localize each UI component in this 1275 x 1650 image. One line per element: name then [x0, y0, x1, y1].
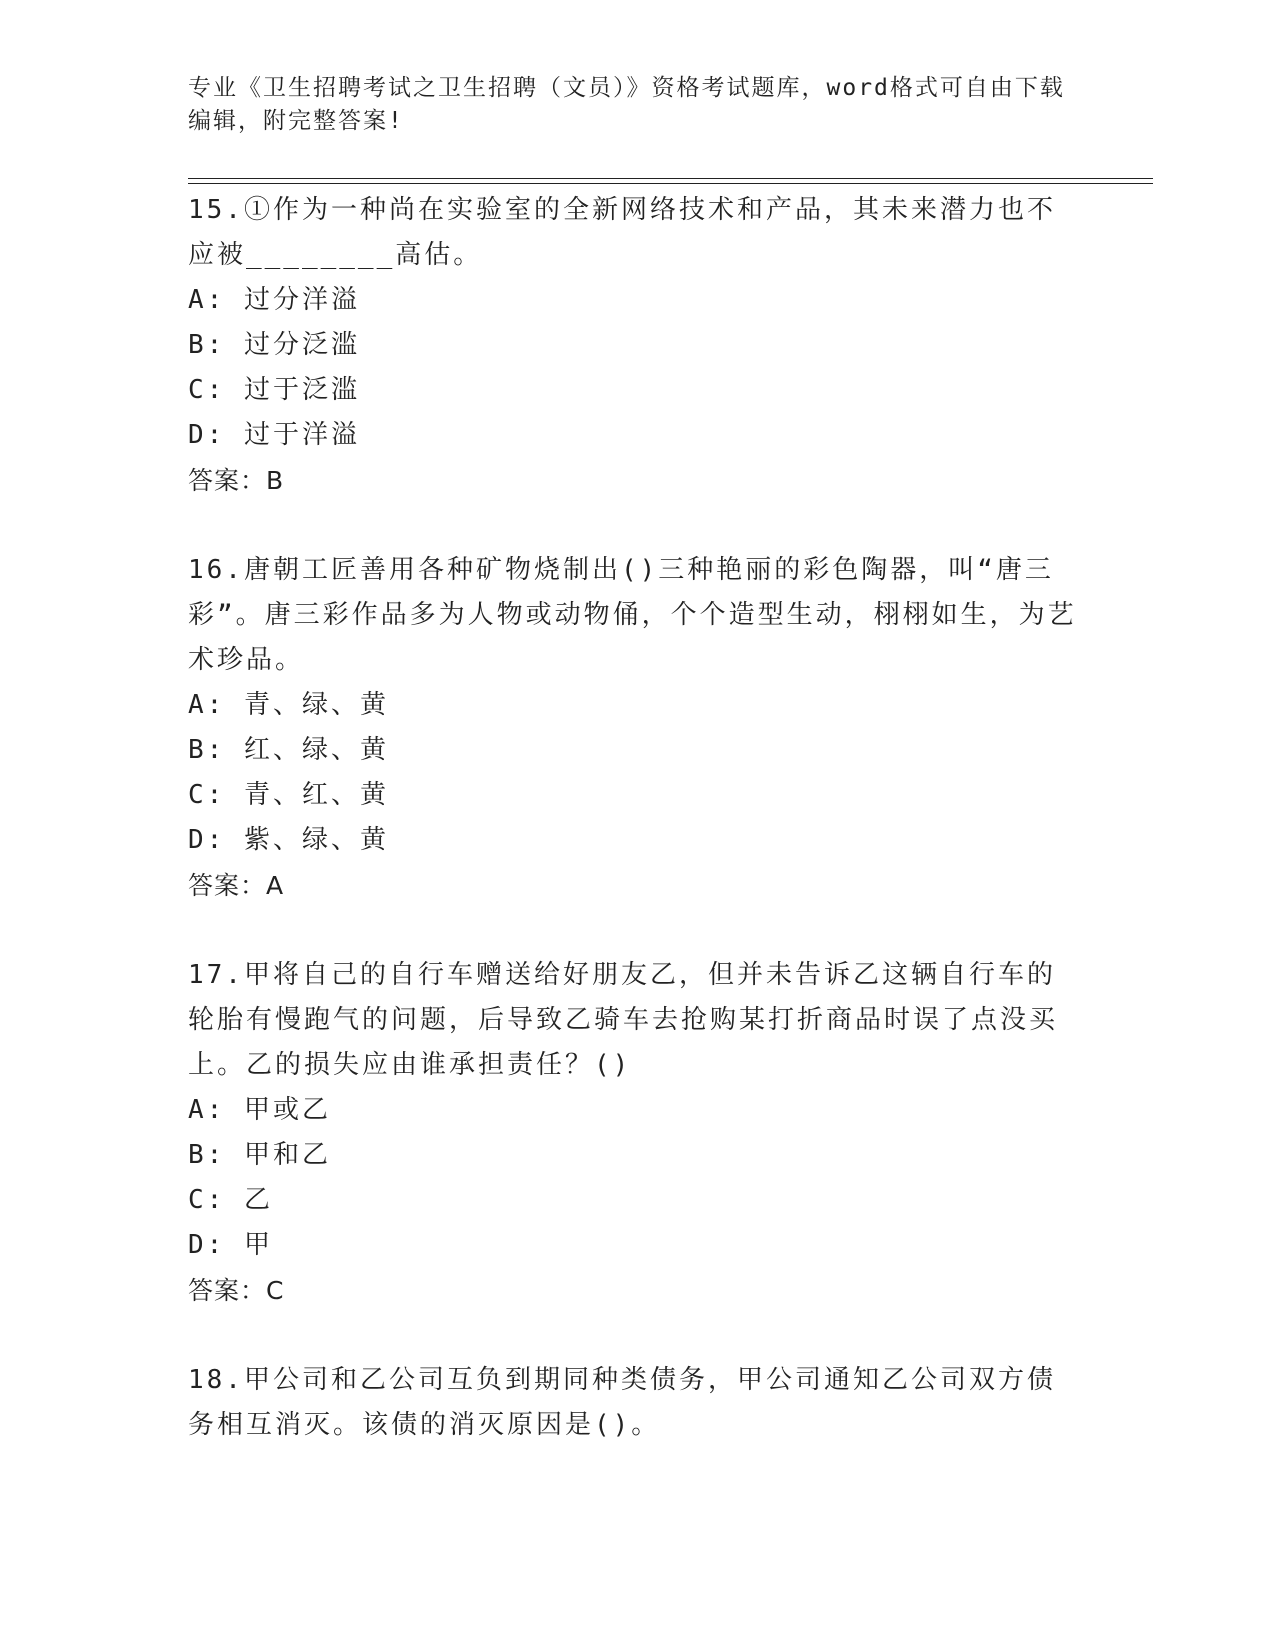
option-b: B: 红、绿、黄 [188, 735, 389, 765]
question-stem: 16.唐朝工匠善用各种矿物烧制出()三种艳丽的彩色陶器，叫“唐三彩”。唐三彩作品多为人物或动物俑，个个造型生动，栩栩如生，为艺术珍品。 [188, 555, 1077, 675]
question-answer: 答案：A [188, 871, 285, 900]
option-c: C: 青、红、黄 [188, 780, 389, 810]
option-c: C: 过于泛滥 [188, 375, 360, 405]
question-stem: 15.①作为一种尚在实验室的全新网络技术和产品，其未来潜力也不应被________高估。 [188, 195, 1056, 270]
question-answer: 答案：B [188, 466, 285, 495]
option-d: D: 紫、绿、黄 [188, 825, 389, 855]
option-a: A: 过分洋溢 [188, 285, 360, 315]
option-d: D: 甲 [188, 1230, 273, 1260]
option-d: D: 过于洋溢 [188, 420, 360, 450]
header-line-1: 专业《卫生招聘考试之卫生招聘（文员）》资格考试题库，word格式可自由下载 [188, 75, 1065, 101]
option-b: B: 甲和乙 [188, 1140, 331, 1170]
question-16 [188, 548, 1083, 908]
option-a: A: 甲或乙 [188, 1095, 331, 1125]
option-c: C: 乙 [188, 1185, 273, 1215]
question-stem: 18.甲公司和乙公司互负到期同种类债务，甲公司通知乙公司双方债务相互消灭。该债的消灭原因是()。 [188, 1365, 1056, 1440]
question-stem: 17.甲将自己的自行车赠送给好朋友乙，但并未告诉乙这辆自行车的轮胎有慢跑气的问题，后导致乙骑车去抢购某打折商品时误了点没买上。乙的损失应由谁承担责任？() [188, 960, 1059, 1080]
header-line-2: 编辑，附完整答案! [188, 108, 404, 134]
question-15 [188, 188, 1083, 503]
header-divider-top [188, 178, 1153, 179]
option-b: B: 过分泛滥 [188, 330, 360, 360]
question-answer: 答案：C [188, 1276, 285, 1305]
option-a: A: 青、绿、黄 [188, 690, 389, 720]
question-17 [188, 953, 1083, 1313]
question-list [188, 188, 1083, 1493]
document-header [188, 72, 1088, 138]
question-18 [188, 1358, 1083, 1448]
header-divider-bottom [188, 183, 1153, 184]
